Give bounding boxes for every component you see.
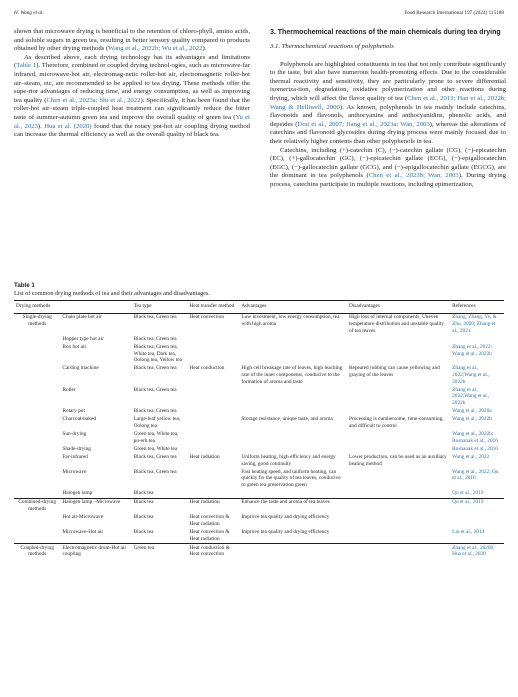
table-row [14, 407, 504, 415]
disadvantages-cell [347, 543, 450, 558]
heat-transfer-cell [188, 343, 240, 364]
citation-link[interactable]: Dou et al., 2007; Jiang et al., 2023a; Wan, 2003 [297, 120, 430, 128]
category-cell [14, 365, 60, 386]
advantages-cell [239, 343, 347, 364]
heat-transfer-cell: Heat convection & Heat radiation [189, 528, 230, 542]
header-tea-type: Tea type [132, 301, 188, 314]
header-disadvantages: Disadvantages [347, 301, 450, 314]
table-row [14, 528, 504, 543]
heat-transfer-cell [188, 445, 240, 453]
table-row [14, 543, 504, 558]
heat-transfer-cell [188, 489, 240, 498]
advantages-cell [239, 543, 347, 558]
method-cell: Carding machine [62, 365, 99, 372]
disadvantages-cell [347, 468, 450, 489]
tea-type-cell: Green tea [132, 543, 188, 558]
header-advantages: Advantages [239, 301, 347, 314]
tea-type-cell: Black tea [133, 514, 154, 521]
category-cell: Single-drying methods [22, 314, 52, 327]
references-cell[interactable]: Wang et al., 2022 [452, 454, 490, 461]
advantages-cell [239, 407, 347, 415]
table-row [14, 335, 504, 343]
category-cell: Coupled-drying methods [14, 543, 60, 558]
table-row [14, 365, 504, 386]
tea-type-cell: Black tea, Green tea, White tea, Dark tea, Oolong tea, Yellow tea [133, 343, 183, 364]
references-cell[interactable]: Wang et al., 2022b [452, 416, 492, 423]
citation-link[interactable]: Hua et al. (2020) [44, 122, 92, 130]
method-cell: Box hot air [62, 343, 87, 350]
tea-type-cell: Black tea, Green tea [133, 335, 177, 342]
references-cell[interactable]: Wang et al., 2022b; Roshanak et al., 2016 [452, 431, 498, 444]
heat-transfer-cell [188, 386, 240, 407]
heat-transfer-cell: Heat convection & Heat radiation [189, 514, 230, 527]
table-header-row [14, 301, 504, 314]
references-cell[interactable]: Wang et al., 2022; Qu et al., 2018 [452, 468, 499, 482]
header-heat-transfer: Heat transfer method [188, 301, 240, 314]
references-cell[interactable]: Zhang et al., 2022;Wang et al., 2022b [452, 386, 490, 406]
disadvantages-cell [347, 445, 450, 453]
disadvantages-cell [347, 335, 450, 343]
method-cell: Halogen lamp [62, 490, 93, 497]
citation-link[interactable]: Chen et al., 2013; Han et al., 2022b; Wang & Helliwell, 2000 [270, 94, 507, 111]
category-cell [14, 343, 60, 364]
table-reference-link[interactable]: Table 1 [16, 62, 37, 70]
tea-type-cell: Black tea, Green tea [133, 386, 177, 393]
advantages-cell: Storage resistance, unique taste, and aroma [241, 416, 333, 423]
method-cell: Far-infrared [62, 454, 88, 461]
disadvantages-cell: High loss of internal components, Uneven temperature distribution and unstable quality of tea leaves [349, 314, 445, 334]
disadvantages-cell [347, 407, 450, 415]
advantages-cell: High cell breakage rate of leaves, high leaching rate of the inner components, conducive to the formation of aroma and taste [241, 365, 343, 385]
heat-transfer-cell [188, 430, 240, 445]
method-cell: Shade-drying [62, 445, 91, 452]
paragraph: Polyphenols are highlighted constituents in tea that not only contribute significantly to the taste, but also have numerous health-promoting effects. Due to the considerable thermal reactivity and sensitivity, they are particularly prone to severe differential isomeriza-tion, degradation, oxidative polymerization and other reactions during drying, which will affect the flavor quality of tea (Chen et al., 2013; Han et al., 2022b; Wang & Helliwell, 2000). As known, polyphenols in tea mainly include catechins, flavonoids and flavonols, anthocyanins and anthocyanidins, phenolic acids, and depsides (Dou et al., 2007; Jiang et al., 2023a; Wan, 2003), whereas the alterations of catechins and flavonoid glycosides during drying process were mainly focused due to their relatively higher contents than other polyphenols in tea. [270, 60, 507, 145]
tea-type-cell: Black tea [133, 528, 154, 535]
category-cell [14, 453, 60, 468]
table-caption [14, 282, 210, 297]
paragraph: shown that microwave drying is beneficial to the retention of chloro-phyll, amino acids, and soluble sugars in green tea, resulting in better sensory quality compared to products obtained by other drying methods (Wang et al., 2022b; Wu et al., 2022). [14, 28, 250, 53]
heat-transfer-cell [188, 335, 240, 343]
references-cell[interactable]: Zhang et al., 2020b; Hua et al., 2020 [450, 543, 504, 558]
left-text-column [14, 28, 250, 140]
tea-type-cell: Black tea, Green tea [133, 454, 177, 461]
citation-link[interactable]: Yu et al., 2023 [14, 113, 250, 130]
disadvantages-cell [347, 343, 450, 364]
category-cell [14, 407, 60, 415]
heat-transfer-cell [188, 468, 240, 489]
table-row [14, 513, 504, 528]
heat-transfer-cell [188, 407, 240, 415]
method-cell: Hopper type hot air [62, 335, 104, 342]
running-header-authors: H. Wang et al. [14, 10, 44, 16]
category-cell [14, 489, 60, 498]
heat-transfer-cell: Heat convection [189, 314, 225, 321]
references-cell[interactable]: Zhang et al., 2022;Wang et al., 2022b [452, 365, 490, 385]
table-row [14, 445, 504, 453]
references-cell[interactable]: Wang et al., 2020a [452, 408, 492, 415]
references-cell[interactable]: Qu et al., 2019 [450, 498, 504, 513]
method-cell: Electromagnetic drum-Hot air coupling [60, 543, 131, 558]
category-cell [14, 513, 60, 528]
references-cell [450, 335, 504, 343]
tea-type-cell: Black tea, Green tea [133, 314, 177, 321]
method-cell: Microwave-Hot air [62, 528, 104, 535]
right-text-column [270, 28, 506, 190]
disadvantages-cell [347, 528, 450, 543]
advantages-cell: Enhance the taste and aroma of tea leaves [239, 498, 347, 513]
advantages-cell: Improve tea quality and drying efficiency [241, 528, 330, 535]
heat-transfer-cell: Heat conduction [189, 365, 225, 372]
table-row [14, 313, 504, 335]
disadvantages-cell [347, 489, 450, 498]
header-drying-methods: Drying methods [14, 301, 132, 314]
advantages-cell: Fast heating speed, and uniform heating, can quickly fix the quality of tea leaves, conducive to green tea preservation green [241, 468, 341, 488]
advantages-cell: Improve tea quality and drying efficiency [241, 514, 330, 521]
table-caption-text: List of common drying methods of tea and their advantages and disadvantages. [14, 289, 210, 297]
method-cell: Charcoal-baked [62, 416, 96, 423]
disadvantages-cell: Processing is cumbersome, time-consuming, and difficult to control [349, 416, 444, 429]
drying-methods-table [14, 300, 504, 559]
references-cell[interactable]: Roshanak et al., 2016 [452, 445, 498, 452]
references-cell[interactable]: Zhang et al., 2022; Wang et al., 2022b [452, 343, 493, 357]
tea-type-cell: Black tea, Green tea [133, 468, 177, 475]
citation-link[interactable]: Chen et al., 2023b; Wan, 2003 [368, 172, 459, 180]
tea-type-cell: Black tea [132, 498, 188, 513]
paragraph: Catechins, including (+)-catechin (C), (−)-catechin gallate (CG), (−)-epicatechin (EC), (+)-gallocatechin (GC), (−)-epicatechin gallate (ECG), (−)-epigallocatechin (EGC), (−)-gallocatechin gallate (GCG), and (−)-epigallocatechin gallate (EGCG), are the dominant in tea polyphenols (Chen et al., 2023b; Wan, 2003). During drying process, catechins participate in multiple reactions, including epimerization, [270, 146, 506, 188]
running-header-journal: Food Research International 197 (2024) 115188 [404, 10, 504, 16]
category-cell [14, 386, 60, 407]
advantages-cell: Uniform heating, high efficiency and energy saving, good continuity [241, 454, 336, 467]
tea-type-cell: Green tea, White tea, pu-erh tea [133, 431, 179, 444]
disadvantages-cell [347, 498, 450, 513]
category-cell [14, 415, 60, 430]
references-cell[interactable]: Lin et al., 2014 [452, 528, 485, 535]
heat-transfer-cell: Heat conduction & Heat convection [188, 543, 240, 558]
table-row [14, 453, 504, 468]
citation-link[interactable]: Chen et al., 2023a; Shi et al., 2022 [46, 96, 141, 104]
category-cell [14, 468, 60, 489]
tea-type-cell: Large-leaf yellow tea, Oolong tea [133, 416, 181, 429]
references-cell [450, 513, 504, 528]
method-cell: Hot air-Microwave [62, 514, 104, 521]
table-row [14, 468, 504, 489]
category-cell [14, 430, 60, 445]
heat-transfer-cell: Heat radiation [189, 454, 220, 461]
method-cell: Sun-drying [62, 431, 87, 438]
table-row [14, 498, 504, 513]
table-row [14, 386, 504, 407]
paragraph: As described above, each drying technology has its advantages and limitations (Table 1). Therefore, combined or coupled drying technol-ogies, such as microwave-far infrared, microwave-hot air, electromag-netic roller-hot air, electromagnetic roller-hot air–steam, etc, are recommended to be applied to tea drying. These methods offer the supe-rior advantages of reducing time, and energy consumption, as well as improving tea quality (Chen et al., 2023a; Shi et al., 2022). Specifically, it has been found that the roller-hot air–steam triple-coupled heat treatment can significantly reduce the bitter taste of summer-autumn green tea and improve the overall quality of green tea (Yu et al., 2023). Hua et al. (2020) found that the rotary pot-hot air coupling drying method can increase the thermal efficiency as well as the overall quality of black tea. [14, 53, 251, 139]
method-cell: Rotary pot [62, 408, 85, 415]
tea-type-cell: Black tea, Green tea [133, 365, 177, 372]
category-cell: Combined-drying methods [14, 498, 60, 513]
method-cell: Roller [62, 386, 76, 393]
method-cell: Microwave [62, 468, 87, 475]
category-cell [14, 445, 60, 453]
citation-link[interactable]: Wang et al., 2022b; Wu et al., 2022 [108, 45, 203, 53]
disadvantages-cell: Repeated rubbing can cause yellowing and graying of the leaves [349, 365, 440, 378]
references-cell[interactable]: Qu et al., 2019 [452, 490, 484, 497]
tea-type-cell: Black tea, Green tea [133, 408, 177, 415]
tea-type-cell: Green tea, White tea [133, 445, 178, 452]
table-row [14, 343, 504, 364]
advantages-cell [239, 335, 347, 343]
category-cell [14, 528, 60, 543]
table-row [14, 415, 504, 430]
subsection-title: 3.1. Thermochemical reactions of polyphenols [270, 43, 394, 50]
references-cell[interactable]: Zhang, Zhang, Ye, & Zhu, 2020; Zhang et al., 2021 [452, 314, 497, 334]
disadvantages-cell: Lower production, can be used as an auxiliary heating method [349, 454, 447, 467]
advantages-cell [239, 430, 347, 445]
category-cell [14, 335, 60, 343]
method-cell: Chain plate hot air [62, 314, 102, 321]
header-references: References [450, 301, 504, 314]
disadvantages-cell [347, 513, 450, 528]
heat-transfer-cell [188, 415, 240, 430]
advantages-cell [239, 445, 347, 453]
heat-transfer-cell: Heat radiation [188, 498, 240, 513]
tea-type-cell: Black tea [133, 490, 154, 497]
disadvantages-cell [347, 386, 450, 407]
disadvantages-cell [347, 430, 450, 445]
method-cell: Halogen lamp –Microwave [60, 498, 131, 513]
table-row [14, 430, 504, 445]
table-row [14, 489, 504, 498]
advantages-cell [239, 489, 347, 498]
section-title: 3. Thermochemical reactions of the main chemicals during tea drying [270, 29, 501, 36]
table-label: Table 1 [14, 282, 35, 289]
advantages-cell: Low investment, low energy consumption, tea with high aroma [241, 314, 340, 327]
advantages-cell [239, 386, 347, 407]
